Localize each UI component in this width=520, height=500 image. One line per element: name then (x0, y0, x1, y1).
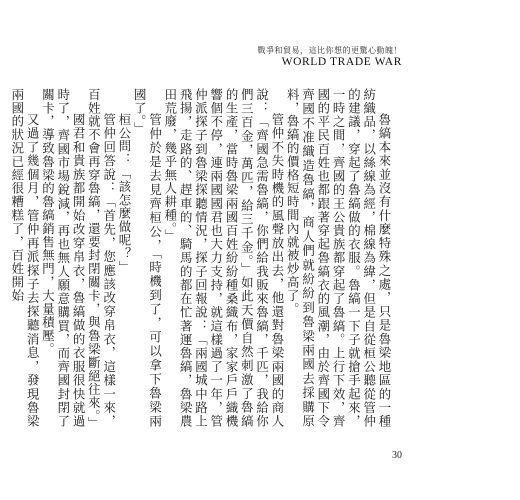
paragraph: 又過了幾個月，管仲再派探子去探聽消息，發現魯梁兩國的狀況已經很糟糕了，百姓開始 (9, 88, 41, 428)
page-number: 30 (392, 450, 402, 461)
running-brand: WORLD TRADE WAR (281, 56, 402, 68)
running-title: 戰爭和貿易，這比你想的更驚心動魄！ (257, 46, 402, 55)
body-text (9, 88, 392, 431)
paragraph: 魯縞本來並沒有什麼特殊之處，只是魯梁地區的一種紡織品，以絲線為經，棉線為緯，但是自從桓公聽從管仲的建議，穿起了魯縞做的衣服。魯縞一下子就搶手起來，一時之間，齊國的王公貴族都穿起了魯縞。上行下效，齊國的平民百姓也都跟著穿起魯縞衣的風潮，由於齊國下令齊國不准織造魯縞，商人們就紛紛到魯梁兩國去採購原料，魯縞的價格短時間內就被炒高了。 (285, 88, 392, 428)
paragraph: 國君和貴族都開始改穿帛衣，魯縞做的衣服很快就過時了，齊國市場銳減，再也無人願意購買，而齊國封閉了關卡，導致魯梁的魯縞銷售無門，大量積壓。 (40, 88, 87, 428)
paragraph: 桓公問：「該怎麼做呢？」 (116, 112, 132, 274)
paragraph: 管仲不失時機的風聲放出去，他還對魯梁兩國的商人說：「齊國急需魯縞，你們給我販來魯縞，千匹，我給你們三百金，萬匹，給三千金。」如此天價自然刺激了魯縞的生產，當時魯梁兩國百姓紛紛種桑織布，家家戶戶織機響個不停，連兩國國君也大力支持，就這樣過了一年，管仲派探子到魯梁探聽情況，探子回報說：「兩國城中路上飛揚，走路的、趕車的、騎馬的都在忙著運魯縞，魯梁農田荒廢，幾乎無人耕種。」 (162, 88, 285, 428)
running-header (258, 46, 403, 69)
paragraph: 管仲回答說：「首先，您應該改穿帛衣，這樣一來，百姓就不會再穿魯縞，還要封閉關卡，與魯梁斷絕往來。」 (86, 88, 117, 431)
paragraph: 管仲於是去見齊桓公，「時機到了，可以拿下魯梁兩國了。」 (132, 88, 163, 428)
